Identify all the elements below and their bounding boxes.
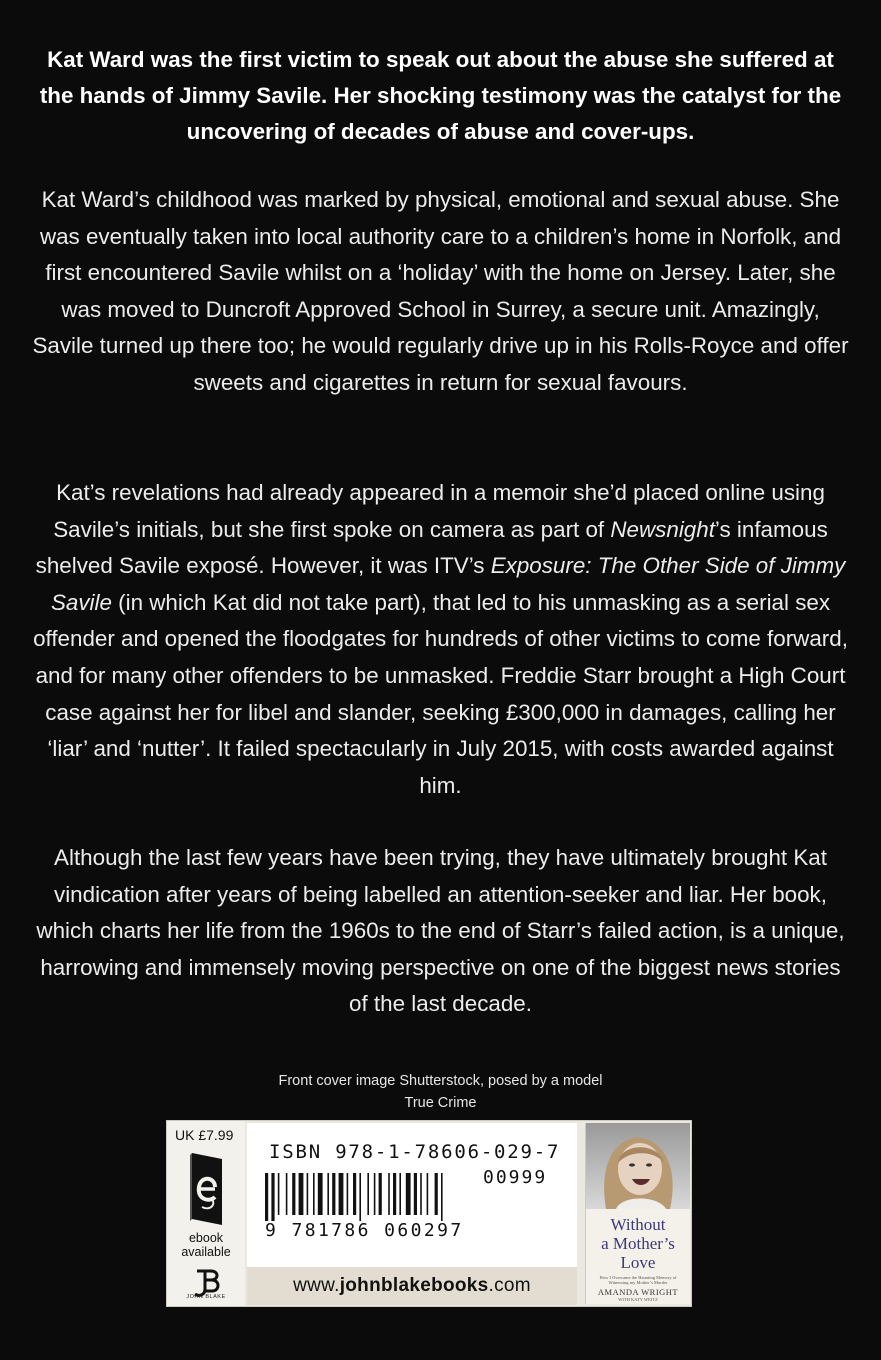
- isbn-text: ISBN 978-1-78606-029-7: [269, 1141, 561, 1163]
- barcode-bar: [420, 1173, 422, 1215]
- lead-paragraph: Kat Ward was the first victim to speak out about the abuse she suffered at the hands of Jimmy Savile. Her shocking testimony was the catalyst for the uncovering of decades of abuse and cover-ups.: [39, 47, 842, 144]
- thumbnail-author: AMANDA WRIGHT: [597, 1287, 679, 1297]
- barcode-bar: [347, 1173, 349, 1215]
- child-photo-image: [586, 1123, 690, 1209]
- barcode-bar: [318, 1173, 323, 1215]
- barcode-bar: [414, 1173, 417, 1215]
- barcode-bar: [307, 1173, 309, 1215]
- barcode-bar: [388, 1173, 390, 1215]
- cover-credit: Front cover image Shutterstock, posed by a model: [278, 1073, 603, 1089]
- barcode-bar: [406, 1173, 411, 1215]
- barcode-bar: [265, 1173, 268, 1221]
- ebook-line-2: available: [181, 1245, 231, 1259]
- barcode-bar: [379, 1173, 382, 1215]
- body-paragraph-2: [30, 475, 851, 804]
- thumbnail-coauthor: WITH KATY WEITZ: [618, 1297, 658, 1302]
- ean-number: 9 781786 060297: [265, 1220, 464, 1241]
- newsnight-title: Newsnight: [610, 516, 715, 542]
- barcode-bar: [327, 1173, 329, 1215]
- barcode-bars: [261, 1173, 561, 1221]
- ad-book-thumbnail: [585, 1123, 690, 1304]
- barcode: [247, 1123, 577, 1267]
- para2-text-b: ’s infamous shelved Savile exposé. However, it was ITV’s: [35, 516, 828, 579]
- barcode-bar: [399, 1173, 401, 1215]
- price-code: 00999: [483, 1167, 548, 1188]
- price-column: [167, 1121, 245, 1306]
- thumbnail-subtitle: How I Overcame the Haunting Memory of Witnessing my Mother’s Murder: [599, 1275, 677, 1285]
- barcode-bar: [359, 1173, 361, 1221]
- para2-text-a: Kat’s revelations had already appeared in a memoir she’d placed online using Savile’s initials, but she first spoke on camera as part of: [53, 480, 825, 542]
- website-suffix: .com: [488, 1275, 531, 1296]
- barcode-bar: [313, 1173, 315, 1215]
- barcode-bar: [286, 1173, 288, 1215]
- website-prefix: www.: [293, 1275, 340, 1296]
- barcode-bar: [435, 1173, 438, 1215]
- thumb-title-line-1: Without: [610, 1215, 666, 1234]
- website-url[interactable]: [247, 1267, 577, 1305]
- para2-text-c: (in which Kat did not take part), that led to his unmasking as a serial sex offender and opened the floodgates for hundreds of other victims to come forward, and for many other offenders to be unmasked. Freddie Starr brought a High Court case against her for libel and slander, seeking £300,000 in damages, calling her ‘liar’ and ‘nutter’. It failed spectacularly in July 2015, with costs awarded against him.: [33, 589, 848, 798]
- barcode-bar: [299, 1173, 304, 1215]
- body-paragraph-3: Although the last few years have been trying, they have ultimately brought Kat vindication after years of being labelled an attention-seeker and liar. Her book, which charts her life from the 1960s to the end of Starr’s failed action, is a unique, harrowing and immensely moving perspective on one of the biggest news stories of the last decade.: [36, 845, 845, 1017]
- thumbnail-title: [586, 1215, 690, 1272]
- barcode-bar: [374, 1173, 376, 1215]
- website-name: johnblakebooks: [339, 1275, 489, 1296]
- thumb-title-line-2: a Mother’s: [601, 1234, 675, 1253]
- barcode-bar: [393, 1173, 396, 1215]
- publisher-mark: JOHN BLAKE: [186, 1294, 226, 1300]
- ebook-text: [167, 1231, 245, 1259]
- barcode-bar: [332, 1173, 335, 1215]
- barcode-panel: [166, 1120, 692, 1307]
- thumb-title-line-3: Love: [620, 1253, 656, 1272]
- category-label: True Crime: [404, 1095, 477, 1111]
- barcode-bar: [441, 1173, 443, 1221]
- barcode-bar: [292, 1173, 295, 1215]
- ebook-line-1: ebook: [188, 1231, 224, 1245]
- ebook-icon: [182, 1149, 232, 1229]
- exposure-title: Exposure: The Other Side of Jimmy Savile: [50, 553, 846, 615]
- barcode-bar: [278, 1173, 280, 1215]
- price-label: UK £7.99: [175, 1127, 234, 1143]
- barcode-bar: [271, 1173, 274, 1221]
- barcode-bar: [339, 1173, 344, 1215]
- barcode-bar: [427, 1173, 429, 1215]
- barcode-bar: [353, 1173, 356, 1215]
- barcode-bar: [367, 1173, 369, 1215]
- credits: [0, 1070, 881, 1114]
- body-paragraph-1: Kat Ward’s childhood was marked by physical, emotional and sexual abuse. She was eventually taken into local authority care to a children’s home in Norfolk, and first encountered Savile whilst on a ‘holiday’ with the home on Jersey. Later, she was moved to Duncroft Approved School in Surrey, a secure unit. Amazingly, Savile turned up there too; he would regularly drive up in his Rolls-Royce and offer sweets and cigarettes in return for sexual favours.: [32, 187, 849, 395]
